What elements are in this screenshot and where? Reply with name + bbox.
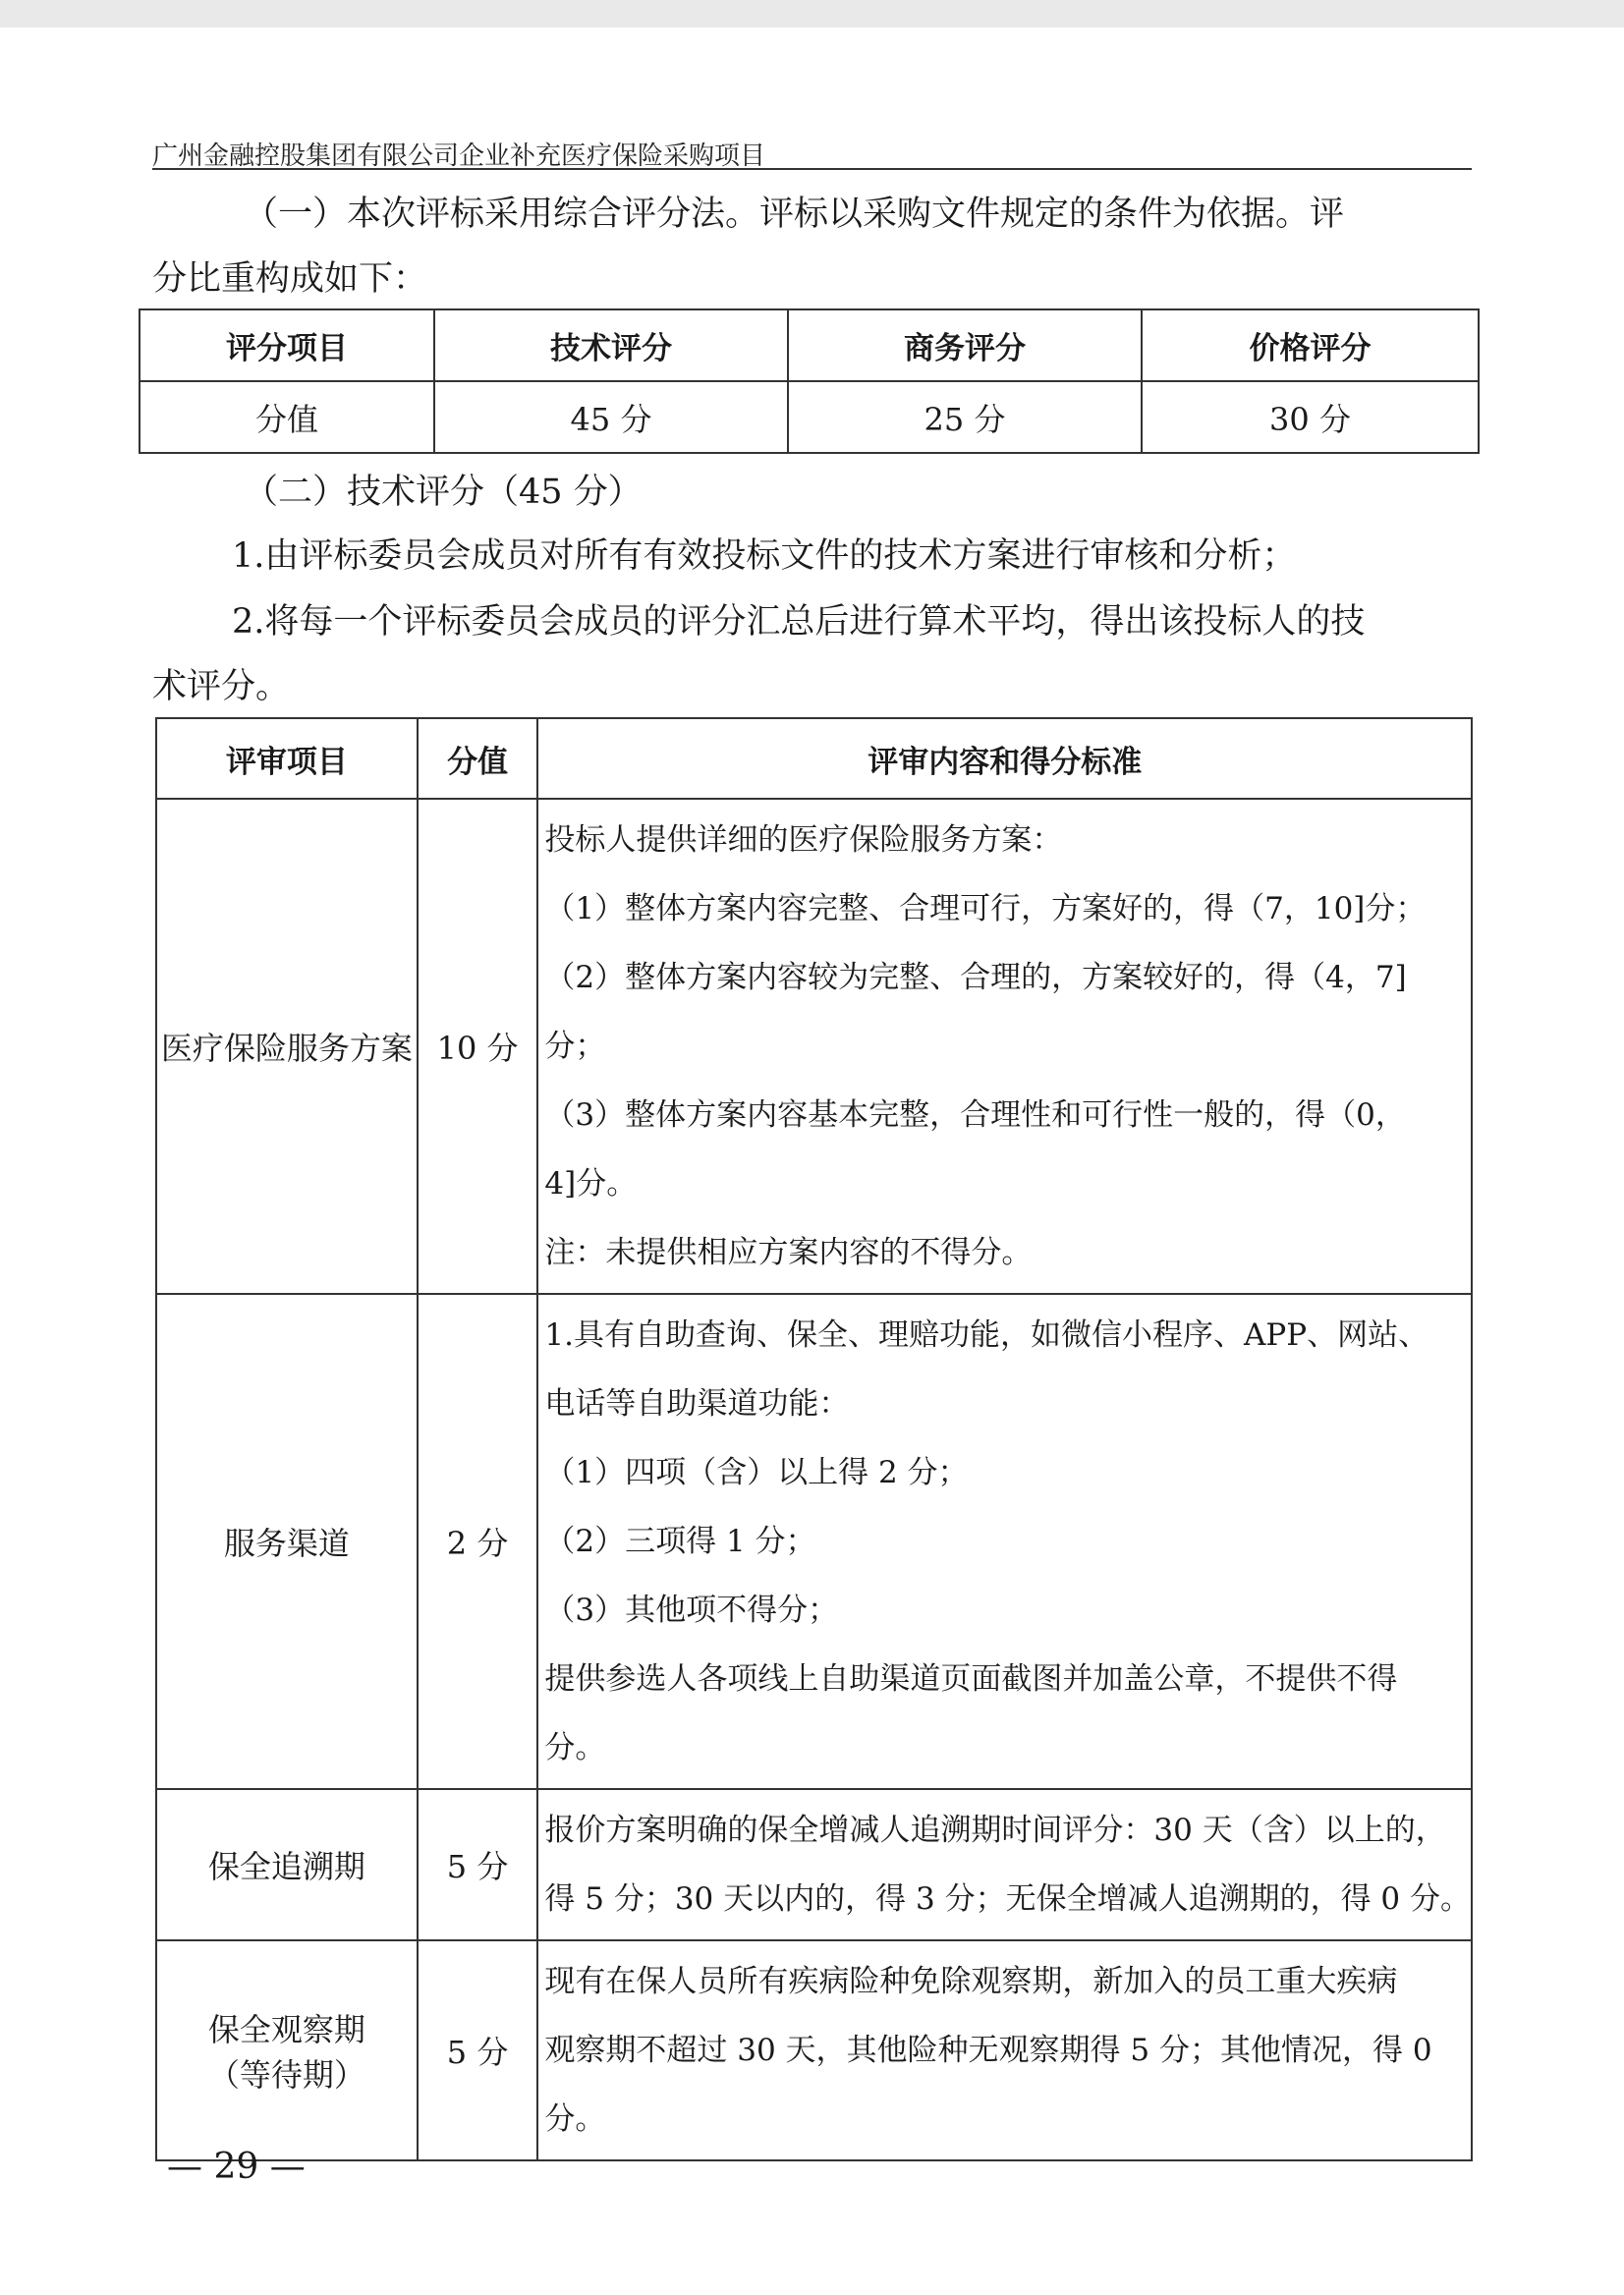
table-header-cell: 分值	[418, 718, 538, 799]
criteria-line: 提供参选人各项线上自助渠道页面截图并加盖公章，不提供不得	[544, 1661, 1398, 1697]
criteria-line: （2）整体方案内容较为完整、合理的，方案较好的，得（4，7]	[544, 960, 1407, 995]
criteria-line: 1.具有自助查询、保全、理赔功能，如微信小程序、APP、网站、	[544, 1317, 1429, 1353]
criteria-cell	[537, 1789, 1472, 1940]
table-header-cell: 技术评分	[434, 309, 788, 381]
score-cell: 10 分	[418, 799, 538, 1294]
header-rule	[152, 168, 1472, 170]
criteria-line: （2）三项得 1 分；	[544, 1524, 816, 1559]
table-cell: 25 分	[788, 381, 1142, 453]
tech-item-2-line-1: 2.将每一个评标委员会成员的评分汇总后进行算术平均，得出该投标人的技	[232, 602, 1366, 642]
score-cell: 5 分	[418, 1789, 538, 1940]
table-header-cell: 评分项目	[140, 309, 434, 381]
score-cell: 2 分	[418, 1294, 538, 1789]
criteria-line: 电话等自助渠道功能：	[544, 1386, 850, 1422]
criteria-line: 投标人提供详细的医疗保险服务方案：	[544, 822, 1063, 858]
criteria-cell	[537, 1940, 1472, 2160]
score-weight-table	[139, 308, 1480, 454]
criteria-line: 报价方案明确的保全增减人追溯期时间评分：30 天（含）以上的，	[544, 1813, 1446, 1848]
review-item-cell: 保全追溯期	[156, 1789, 418, 1940]
criteria-line: （3）整体方案内容基本完整，合理性和可行性一般的，得（0，	[544, 1097, 1406, 1133]
review-item-label: 保全观察期	[207, 2011, 365, 2048]
criteria-line: 现有在保人员所有疾病险种免除观察期，新加入的员工重大疾病	[544, 1964, 1398, 1999]
scan-top-edge	[0, 0, 1624, 28]
tech-score-table	[155, 717, 1473, 2161]
table-header-cell: 价格评分	[1142, 309, 1479, 381]
criteria-cell	[537, 1294, 1472, 1789]
table-header-row	[140, 309, 1479, 381]
intro-line-2: 分比重构成如下：	[152, 259, 428, 299]
criteria-line: 分。	[544, 1730, 606, 1765]
criteria-line: （1）四项（含）以上得 2 分；	[544, 1455, 969, 1490]
page-number: — 29 —	[167, 2147, 306, 2187]
review-item-sublabel: （等待期）	[207, 2056, 365, 2094]
criteria-cell	[537, 799, 1472, 1294]
tech-item-2-line-2: 术评分。	[152, 667, 291, 706]
score-cell: 5 分	[418, 1940, 538, 2160]
criteria-line: 4]分。	[544, 1166, 638, 1202]
table-header-cell: 商务评分	[788, 309, 1142, 381]
table-row	[156, 1789, 1472, 1940]
criteria-line: 分。	[544, 2101, 606, 2137]
review-item-cell: 医疗保险服务方案	[156, 799, 418, 1294]
document-header: 广州金融控股集团有限公司企业补充医疗保险采购项目	[152, 141, 766, 171]
table-row	[156, 1940, 1472, 2160]
table-header-row	[156, 718, 1472, 799]
criteria-line: 观察期不超过 30 天，其他险种无观察期得 5 分；其他情况，得 0	[544, 2033, 1432, 2068]
tech-item-1: 1.由评标委员会成员对所有有效投标文件的技术方案进行审核和分析；	[232, 536, 1297, 576]
criteria-line: 得 5 分；30 天以内的，得 3 分；无保全增减人追溯期的，得 0 分。	[544, 1881, 1471, 1917]
table-row	[156, 799, 1472, 1294]
table-header-cell: 评审内容和得分标准	[537, 718, 1472, 799]
table-cell: 分值	[140, 381, 434, 453]
table-row	[140, 381, 1479, 453]
table-row	[156, 1294, 1472, 1789]
review-item-cell	[156, 1940, 418, 2160]
intro-line-1: （一）本次评标采用综合评分法。评标以采购文件规定的条件为依据。评	[244, 195, 1345, 234]
criteria-line: 注：未提供相应方案内容的不得分。	[544, 1235, 1033, 1270]
table-cell: 30 分	[1142, 381, 1479, 453]
tech-section-title: （二）技术评分（45 分）	[244, 473, 643, 512]
table-header-cell: 评审项目	[156, 718, 418, 799]
criteria-line: （1）整体方案内容完整、合理可行，方案好的，得（7，10]分；	[544, 891, 1427, 926]
criteria-line: 分；	[544, 1029, 606, 1064]
criteria-line: （3）其他项不得分；	[544, 1593, 839, 1628]
review-item-cell: 服务渠道	[156, 1294, 418, 1789]
table-cell: 45 分	[434, 381, 788, 453]
